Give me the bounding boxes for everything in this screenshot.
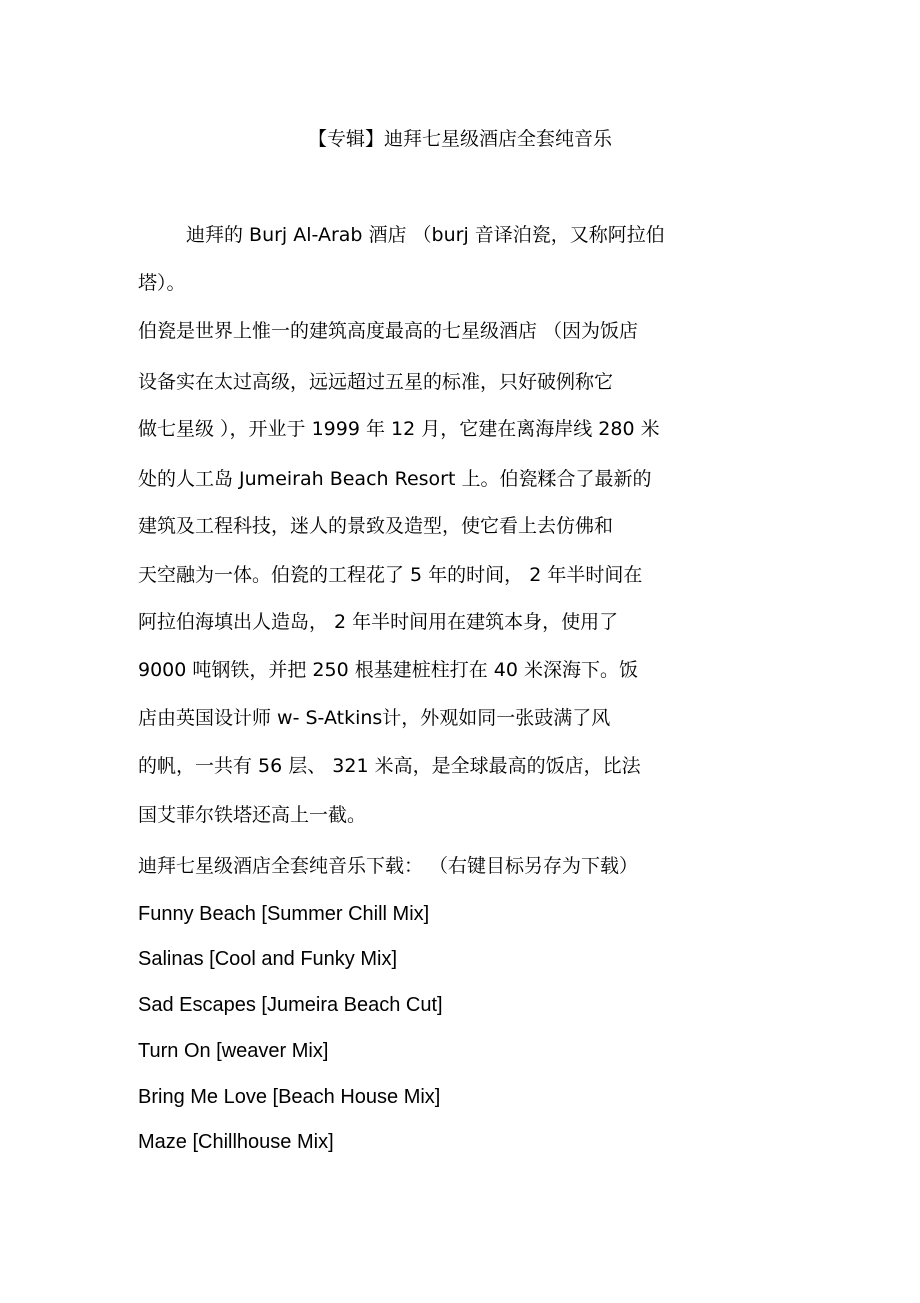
body-line: 做七星级 ），开业于 1999 年 12 月，它建在离海岸线 280 米 (138, 418, 660, 440)
body-line: 国艾菲尔铁塔还高上一截。 (138, 804, 367, 826)
body-line: 迪拜的 Burj Al-Arab 酒店 （burj 音译泊瓷，又称阿拉伯 (186, 224, 665, 246)
track-link[interactable]: Maze [Chillhouse Mix] (138, 1131, 334, 1153)
body-line: 阿拉伯海填出人造岛， 2 年半时间用在建筑本身，使用了 (138, 611, 619, 633)
track-link[interactable]: Salinas [Cool and Funky Mix] (138, 948, 398, 970)
document-title: 【专辑】迪拜七星级酒店全套纯音乐 (307, 128, 612, 150)
track-link[interactable]: Funny Beach [Summer Chill Mix] (138, 903, 430, 925)
body-line: 塔）。 (138, 272, 186, 294)
track-link[interactable]: Sad Escapes [Jumeira Beach Cut] (138, 994, 443, 1016)
body-line: 的帆，一共有 56 层、 321 米高，是全球最高的饭店，比法 (138, 755, 641, 777)
body-line: 建筑及工程科技，迷人的景致及造型，使它看上去仿佛和 (138, 515, 614, 537)
body-line: 伯瓷是世界上惟一的建筑高度最高的七星级酒店 （因为饭店 (138, 320, 639, 342)
track-link[interactable]: Turn On [weaver Mix] (138, 1040, 329, 1062)
body-line: 天空融为一体。伯瓷的工程花了 5 年的时间， 2 年半时间在 (138, 564, 643, 586)
download-heading: 迪拜七星级酒店全套纯音乐下载： （右键目标另存为下载） (138, 855, 639, 877)
body-line: 设备实在太过高级，远远超过五星的标准，只好破例称它 (138, 371, 614, 393)
body-line: 9000 吨钢铁，并把 250 根基建桩柱打在 40 米深海下。饭 (138, 659, 638, 681)
body-line: 处的人工岛 Jumeirah Beach Resort 上。伯瓷糅合了最新的 (138, 468, 652, 490)
body-line: 店由英国设计师 w- S-Atkins计，外观如同一张豉满了风 (138, 707, 611, 729)
track-link[interactable]: Bring Me Love [Beach House Mix] (138, 1086, 441, 1108)
